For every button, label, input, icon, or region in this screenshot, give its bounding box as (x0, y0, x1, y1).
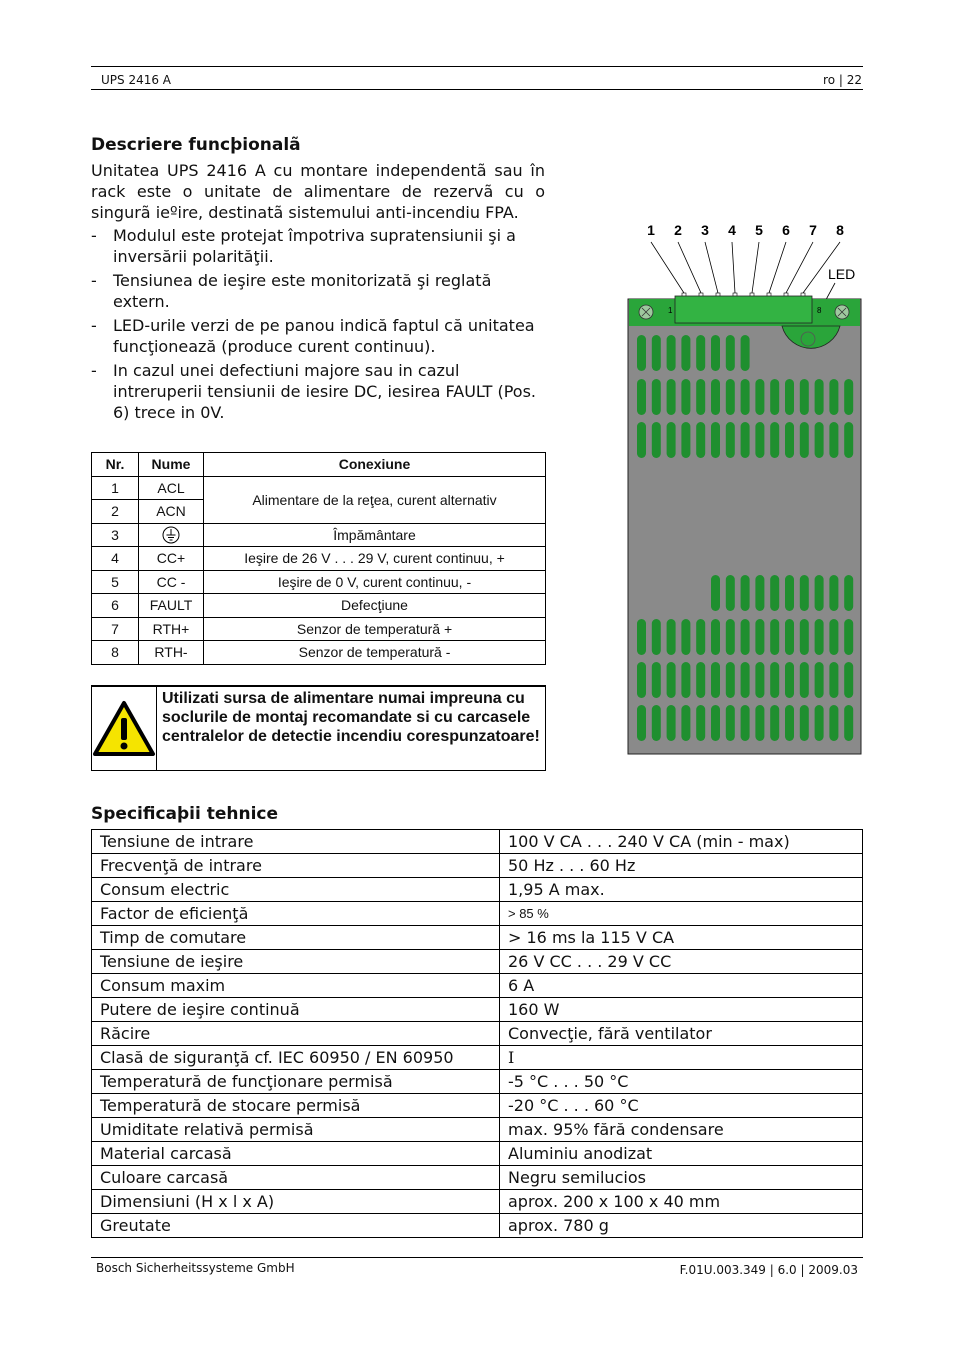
column-header-nume: Nume (139, 453, 204, 477)
cell-name: ACL (139, 476, 204, 500)
vent-slot (696, 335, 705, 371)
footer-rule (91, 1257, 863, 1258)
spec-value: 100 V CA . . . 240 V CA (min - max) (500, 830, 863, 854)
vent-slot (815, 662, 824, 698)
vent-slot (681, 335, 690, 371)
warning-icon-cell (92, 687, 157, 770)
spec-label: Clasă de siguranţă cf. IEC 60950 / EN 60950 (92, 1046, 500, 1070)
terminal-leader-3 (705, 242, 718, 299)
vent-slot (652, 379, 661, 415)
vent-slot (800, 619, 809, 655)
vent-slot (667, 422, 676, 458)
vent-slot (844, 422, 853, 458)
vent-slot (652, 619, 661, 655)
spec-label: Consum electric (92, 878, 500, 902)
terminal-number-labels (647, 222, 844, 238)
cell-connection: Defecţiune (204, 594, 546, 618)
spec-label: Umiditate relativă permisă (92, 1118, 500, 1142)
spec-value: Convecţie, fără ventilator (500, 1022, 863, 1046)
vent-slot (637, 619, 646, 655)
spec-value: Aluminiu anodizat (500, 1142, 863, 1166)
vent-slot (829, 575, 838, 611)
table-row (92, 902, 863, 926)
vent-slot (652, 705, 661, 741)
vent-slot (711, 422, 720, 458)
table-row (92, 617, 546, 641)
vent-slot (785, 422, 794, 458)
spec-value: max. 95% fără condensare (500, 1118, 863, 1142)
spec-value: 50 Hz . . . 60 Hz (500, 854, 863, 878)
vent-slot (667, 705, 676, 741)
cell-connection: Alimentare de la reţea, curent alternativ (204, 476, 546, 523)
led-label: LED (828, 266, 856, 282)
vent-slot (711, 705, 720, 741)
vent-slot (770, 379, 779, 415)
warning-box (91, 685, 546, 771)
vent-slot (726, 619, 735, 655)
cell-name: RTH- (139, 641, 204, 665)
ground-symbol-icon (162, 526, 180, 544)
vent-slot (652, 335, 661, 371)
list-item: - LED-urile verzi de pe panou indică faptul că unitatea funcţionează (produce curent continuu). (91, 316, 535, 356)
vent-slot (637, 422, 646, 458)
list-item: - Modulul este protejat împotriva supratensiunii şi a inversării polarităţii. (91, 226, 516, 266)
warning-text: Utilizati sursa de alimentare numai impreuna cu soclurile de montaj recomandate si cu carcasele centralelor de detectie incendiu corespunzatoare! (162, 690, 540, 745)
column-header-conexiune: Conexiune (204, 453, 546, 477)
cell-nr: 6 (92, 594, 139, 618)
vent-slot (681, 619, 690, 655)
vent-slot (711, 335, 720, 371)
vent-slot (800, 662, 809, 698)
table-row (92, 1142, 863, 1166)
vent-slot (785, 705, 794, 741)
section-title-specs: Specificaþii tehnice (91, 804, 279, 824)
vent-slot (696, 662, 705, 698)
table-header-row (92, 453, 546, 477)
cell-nr: 3 (92, 523, 139, 547)
cell-nr: 8 (92, 641, 139, 665)
table-row (92, 926, 863, 950)
vent-slot (815, 575, 824, 611)
vent-slot (829, 662, 838, 698)
spec-label: Răcire (92, 1022, 500, 1046)
table-row (92, 878, 863, 902)
vent-slot (785, 619, 794, 655)
vent-slot (726, 662, 735, 698)
vent-slot (815, 422, 824, 458)
vent-slot (667, 619, 676, 655)
vent-slot (681, 422, 690, 458)
vent-slot (741, 422, 750, 458)
spec-value: -5 °C . . . 50 °C (500, 1070, 863, 1094)
vent-slot (755, 379, 764, 415)
vent-slot (844, 662, 853, 698)
terminal-leader-6 (769, 242, 786, 299)
vent-slot (711, 662, 720, 698)
header-page-number: ro | 22 (823, 73, 862, 87)
footer-company: Bosch Sicherheitssysteme GmbH (96, 1261, 295, 1275)
description-intro: Unitatea UPS 2416 A cu montare independentã sau în rack este o unitate de alimentare de rezervã cu o singurã ieºire, destinatã sistemului anti-incendiu FPA. (91, 161, 545, 222)
vent-slot (755, 575, 764, 611)
terminal-leader-4 (732, 242, 735, 299)
vent-slot (637, 705, 646, 741)
table-row (92, 641, 546, 665)
specs-table (91, 829, 863, 1238)
spec-value: I (500, 1046, 863, 1070)
cell-connection: Ieşire de 0 V, curent continuu, - (204, 570, 546, 594)
cell-name: CC+ (139, 547, 204, 571)
spec-label: Culoare carcasă (92, 1166, 500, 1190)
spec-value: -20 °C . . . 60 °C (500, 1094, 863, 1118)
spec-label: Consum maxim (92, 974, 500, 998)
vent-slot (800, 422, 809, 458)
vent-slot (741, 379, 750, 415)
spec-value: > 85 % (500, 902, 863, 926)
spec-label: Dimensiuni (H x l x A) (92, 1190, 500, 1214)
cell-nr: 7 (92, 617, 139, 641)
header-bottom-rule (91, 89, 863, 90)
vent-slot (755, 705, 764, 741)
spec-label: Tensiune de ieşire (92, 950, 500, 974)
vent-slot (815, 379, 824, 415)
vent-slot (696, 422, 705, 458)
vent-slot (711, 619, 720, 655)
table-row (92, 830, 863, 854)
vent-slot (770, 422, 779, 458)
terminal-number-1: 1 (647, 222, 655, 238)
table-row (92, 950, 863, 974)
terminal-leader-2 (678, 242, 701, 299)
vent-slot (770, 662, 779, 698)
spec-label: Greutate (92, 1214, 500, 1238)
spec-label: Material carcasă (92, 1142, 500, 1166)
vent-slot (829, 705, 838, 741)
cell-connection: Senzor de temperatură + (204, 617, 546, 641)
spec-value: 160 W (500, 998, 863, 1022)
strip-label-right: 8 (817, 306, 822, 315)
vent-slot (755, 619, 764, 655)
vent-slot (681, 379, 690, 415)
terminal-number-4: 4 (728, 222, 736, 238)
spec-label: Putere de ieşire continuă (92, 998, 500, 1022)
terminal-leader-5 (752, 242, 759, 299)
table-row (92, 1166, 863, 1190)
table-row (92, 1094, 863, 1118)
cell-name: RTH+ (139, 617, 204, 641)
cell-connection: Ieşire de 26 V . . . 29 V, curent continuu, + (204, 547, 546, 571)
vent-slot (681, 662, 690, 698)
vent-slot (667, 335, 676, 371)
vent-slot (785, 379, 794, 415)
vent-slot (770, 575, 779, 611)
connections-table (91, 452, 546, 665)
ups-device-diagram (620, 215, 870, 760)
cell-nr: 2 (92, 500, 139, 524)
terminal-number-8: 8 (836, 222, 844, 238)
spec-label: Timp de comutare (92, 926, 500, 950)
cell-nr: 4 (92, 547, 139, 571)
spec-value: 6 A (500, 974, 863, 998)
list-item: - Tensiunea de ieşire este monitorizată şi reglată extern. (91, 271, 492, 311)
cell-connection: Împământare (204, 523, 546, 547)
vent-slot (741, 619, 750, 655)
column-header-nr: Nr. (92, 453, 139, 477)
spec-label: Factor de eficienţă (92, 902, 500, 926)
table-row (92, 476, 546, 500)
terminal-block (675, 296, 812, 323)
vent-slot (681, 705, 690, 741)
table-row (92, 1214, 863, 1238)
vent-slot (667, 662, 676, 698)
vent-slot (770, 705, 779, 741)
strip-label-left: 1 (668, 306, 673, 315)
cell-name: FAULT (139, 594, 204, 618)
table-row (92, 998, 863, 1022)
vent-slot (800, 379, 809, 415)
vent-slot (726, 575, 735, 611)
terminal-number-2: 2 (674, 222, 682, 238)
vent-slot (667, 379, 676, 415)
header-top-rule (91, 66, 863, 67)
terminal-number-7: 7 (809, 222, 817, 238)
terminal-number-3: 3 (701, 222, 709, 238)
vent-slot (726, 422, 735, 458)
vent-slot (741, 575, 750, 611)
table-row (92, 1070, 863, 1094)
spec-value: aprox. 200 x 100 x 40 mm (500, 1190, 863, 1214)
table-row (92, 1046, 863, 1070)
vent-slot (800, 705, 809, 741)
table-row (92, 594, 546, 618)
vent-slot (815, 705, 824, 741)
cell-nr: 5 (92, 570, 139, 594)
vent-slot (711, 379, 720, 415)
table-row (92, 1190, 863, 1214)
vent-slot (844, 379, 853, 415)
vent-slot (741, 662, 750, 698)
terminal-number-6: 6 (782, 222, 790, 238)
table-row (92, 1022, 863, 1046)
spec-value: 26 V CC . . . 29 V CC (500, 950, 863, 974)
spec-value: aprox. 780 g (500, 1214, 863, 1238)
vent-slot (741, 335, 750, 371)
spec-label: Tensiune de intrare (92, 830, 500, 854)
list-item: - In cazul unei defectiuni majore sau in cazul intreruperii tensiunii de iesire DC, iesirea FAULT (Pos. 6) trece in 0V. (91, 361, 536, 422)
vent-slot (815, 619, 824, 655)
vent-slot (652, 422, 661, 458)
table-row (92, 547, 546, 571)
vent-slot (637, 662, 646, 698)
cell-name (139, 523, 204, 547)
vent-slot (785, 662, 794, 698)
vent-slot (741, 705, 750, 741)
vent-slot (637, 335, 646, 371)
table-row (92, 974, 863, 998)
vent-slot (637, 379, 646, 415)
table-row (92, 570, 546, 594)
warning-triangle-icon (92, 700, 156, 758)
spec-value: Negru semilucios (500, 1166, 863, 1190)
vent-slot (829, 379, 838, 415)
cell-name: ACN (139, 500, 204, 524)
spec-label: Frecvenţă de intrare (92, 854, 500, 878)
cell-nr: 1 (92, 476, 139, 500)
terminal-number-5: 5 (755, 222, 763, 238)
vent-slot (726, 335, 735, 371)
header-doc-title: UPS 2416 A (101, 73, 172, 87)
vent-slot (844, 619, 853, 655)
spec-label: Temperatură de funcţionare permisă (92, 1070, 500, 1094)
spec-value: 1,95 A max. (500, 878, 863, 902)
spec-value: > 16 ms la 115 V CA (500, 926, 863, 950)
cell-name: CC - (139, 570, 204, 594)
vent-slot (726, 379, 735, 415)
vent-slot (711, 575, 720, 611)
terminal-leader-lines (651, 242, 840, 299)
footer-doc-ref: F.01U.003.349 | 6.0 | 2009.03 (679, 1263, 858, 1277)
vent-slot (755, 422, 764, 458)
terminal-leader-7 (786, 242, 813, 299)
spec-label: Temperatură de stocare permisă (92, 1094, 500, 1118)
table-row (92, 523, 546, 547)
vent-slot (785, 575, 794, 611)
terminal-leader-1 (651, 242, 684, 299)
table-row (92, 854, 863, 878)
vent-slot (652, 662, 661, 698)
vent-slot (755, 662, 764, 698)
vent-slot (696, 619, 705, 655)
vent-slot (844, 575, 853, 611)
vent-slot (696, 379, 705, 415)
table-row (92, 1118, 863, 1142)
vent-slot (726, 705, 735, 741)
vent-slot (829, 619, 838, 655)
vent-slot (800, 575, 809, 611)
vent-slot (829, 422, 838, 458)
vent-slot (696, 705, 705, 741)
section-title-description: Descriere funcþionalã (91, 135, 301, 155)
vent-slot (770, 619, 779, 655)
description-bullet-list (91, 225, 545, 426)
cell-connection: Senzor de temperatură - (204, 641, 546, 665)
vent-slot (844, 705, 853, 741)
